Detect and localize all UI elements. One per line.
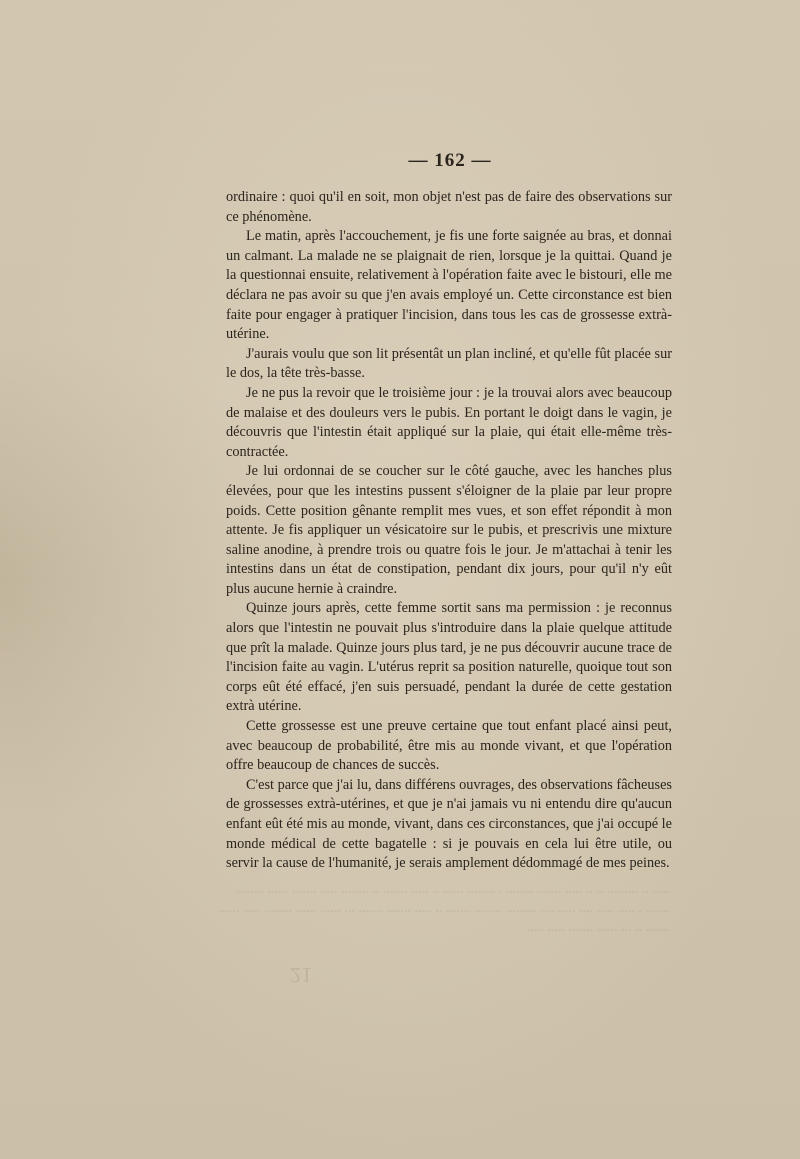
show-through-bleed: ..... .. ......... .. .. ..... ....... ........ . ........ ...... .. ..... ....... .. ........ ..... ....... ...... ........ ....... . ..... ..... .... ..... .... ......... ........ ....... .. ..... ....... ....... ... ...... ...... ........ ..... ...... ....... .. ... ...... ....... ..... ..... [218, 882, 670, 935]
paragraph: Je ne pus la revoir que le troisième jour : je la trouvai alors avec beaucoup de malaise et des douleurs vers le pubis. En portant le doigt dans le vagin, je découvris que l'intestin était appliqué sur la plaie, qui était elle-même très-contractée. [226, 384, 672, 460]
show-through-page-number: 21 [290, 963, 312, 988]
paragraph: Cette grossesse est une preuve certaine que tout enfant placé ainsi peut, avec beaucoup de probabilité, être mis au monde vivant, et que l'opération offre beaucoup de chances de succès. [226, 718, 672, 774]
paragraph: C'est parce que j'ai lu, dans différens ouvrages, des observations fâcheuses de grossesses extrà-utérines, et que je n'ai jamais vu ni entendu dire qu'aucun enfant eût été mis au monde, vivant, dans ces circonstances, que j'ai occupé le monde médical de cette bagatelle : si je pouvais en cela lui être utile, ou servir la cause de l'humanité, je serais amplement dédommagé de mes peines. [226, 776, 672, 872]
paragraph: ordinaire : quoi qu'il en soit, mon objet n'est pas de faire des observations sur ce phénomène. [226, 189, 672, 225]
paragraph: Je lui ordonnai de se coucher sur le côté gauche, avec les hanches plus élevées, pour que les intestins pussent s'éloigner de la plaie par leur propre poids. Cette position gênante remplit mes vues, et son effet répondit à mon attente. Je fis appliquer un vésicatoire sur le pubis, et prescrivis une mixture saline anodine, à prendre trois ou quatre fois le jour. Je m'attachai à tenir les intestins dans un état de constipation, pendant dix jours, pour qu'il n'y eût plus aucune hernie à craindre. [226, 463, 672, 597]
paragraph: Le matin, après l'accouchement, je fis une forte saignée au bras, et donnai un calmant. La malade ne se plaignait de rien, lorsque je la quittai. Quand je la questionnai ensuite, relativement à l'opération faite avec le bistouri, elle me déclara ne pas avoir su que j'en avais employé un. Cette circonstance est bien faite pour engager à pratiquer l'incision, dans tous les cas de grossesse extrà-utérine. [226, 228, 672, 343]
body-text [226, 188, 672, 874]
paragraph: Quinze jours après, cette femme sortit sans ma permission : je reconnus alors que l'intestin ne pouvait plus s'introduire dans la plaie quelque attitude que prît la malade. Quinze jours plus tard, je ne pus découvrir aucune trace de l'incision faite au vagin. L'utérus reprit sa position naturelle, quoique tout son corps eût été effacé, j'en suis persuadé, pendant la durée de cette gestation extrà utérine. [226, 600, 672, 715]
paragraph: J'aurais voulu que son lit présentât un plan incliné, et qu'elle fût placée sur le dos, la tête très-basse. [226, 345, 672, 382]
page-number: — 162 — [408, 150, 492, 171]
